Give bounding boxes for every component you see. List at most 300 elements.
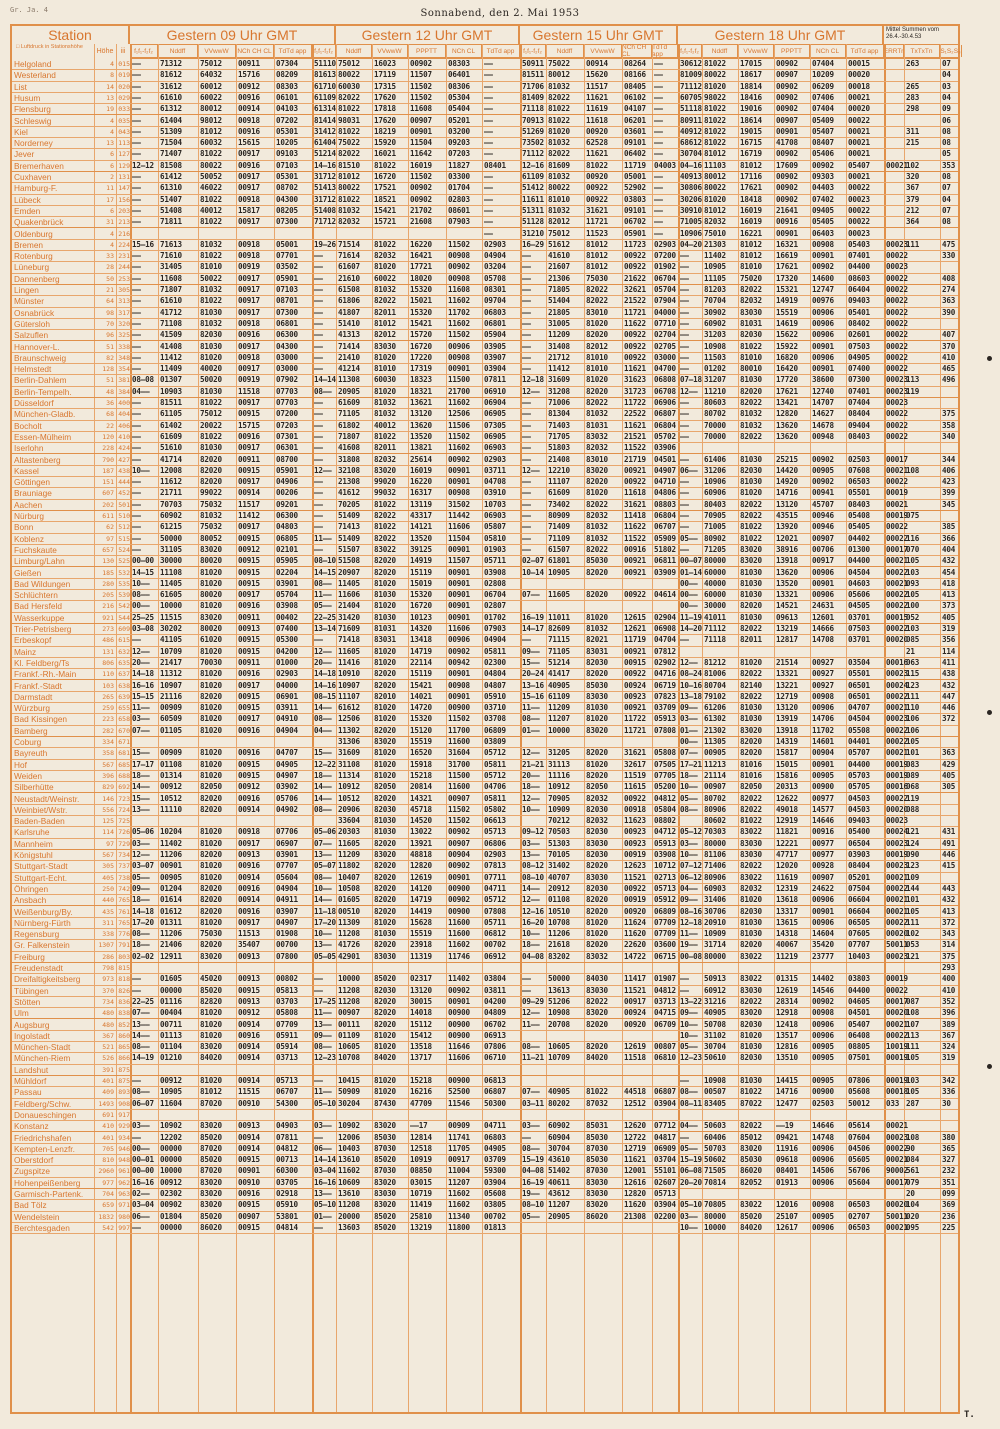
- observation-cell: 13219: [410, 1222, 432, 1232]
- observation-cell: 21308: [624, 1211, 646, 1221]
- observation-cell: 80403: [704, 499, 726, 509]
- observation-cell: 07103: [276, 160, 298, 170]
- observation-cell: 30902: [704, 307, 726, 317]
- observation-cell: ——: [314, 488, 323, 498]
- observation-cell: 81010: [740, 262, 762, 272]
- observation-cell: 033: [886, 1098, 900, 1108]
- observation-cell: 14748: [812, 1132, 834, 1142]
- station-number: 381: [118, 376, 130, 385]
- observation-cell: 85030: [740, 1155, 762, 1165]
- observation-cell: ——: [314, 1222, 323, 1232]
- observation-cell: 10209: [812, 70, 834, 80]
- station-name: Altastenberg: [14, 454, 61, 465]
- observation-cell: 18323: [410, 375, 432, 385]
- observation-cell: 15519: [410, 929, 432, 939]
- observation-cell: 12623: [624, 861, 646, 871]
- observation-cell: 12619: [410, 872, 432, 882]
- observation-cell: 03803: [624, 194, 646, 204]
- observation-cell: 30806: [680, 183, 702, 193]
- observation-cell: 06808: [654, 375, 676, 385]
- table-row: [12, 387, 958, 398]
- observation-cell: 04505: [848, 601, 870, 611]
- observation-cell: 04400: [848, 759, 870, 769]
- observation-cell: 60000: [704, 567, 726, 577]
- observation-cell: 11206: [160, 929, 182, 939]
- table-row: [12, 681, 958, 692]
- observation-cell: 82020: [374, 838, 396, 848]
- observation-cell: 71414: [338, 341, 360, 351]
- observation-cell: 81032: [200, 239, 222, 249]
- observation-cell: 21610: [338, 273, 360, 283]
- observation-cell: ——: [484, 205, 493, 215]
- observation-cell: 00018: [848, 81, 870, 91]
- observation-cell: 40707: [548, 872, 570, 882]
- observation-cell: 81020: [200, 1030, 222, 1040]
- observation-cell: 16720: [410, 341, 432, 351]
- observation-cell: 00017: [886, 454, 908, 464]
- observation-cell: 06408: [848, 1030, 870, 1040]
- observation-cell: 83031: [374, 635, 396, 645]
- station-name: Westerland: [14, 70, 56, 81]
- observation-cell: 83020: [200, 1200, 222, 1210]
- observation-cell: 82020: [200, 940, 222, 950]
- table-row: [12, 1133, 958, 1144]
- station-height: 567: [102, 851, 114, 859]
- observation-cell: 11503: [704, 352, 726, 362]
- observation-cell: 05405: [848, 522, 870, 532]
- observation-cell: 106: [906, 714, 920, 724]
- observation-cell: 81022: [200, 296, 222, 306]
- observation-cell: ——: [680, 454, 689, 464]
- observation-cell: 87022: [740, 1098, 762, 1108]
- observation-cell: 13621: [410, 398, 432, 407]
- observation-cell: 00906: [812, 1177, 834, 1187]
- observation-cell: 00706: [812, 544, 834, 554]
- table-row: [12, 1042, 958, 1053]
- observation-cell: 06404: [848, 285, 870, 294]
- station-number: 129: [118, 161, 130, 170]
- observation-cell: 09——: [680, 703, 698, 713]
- observation-cell: 46022: [200, 183, 222, 193]
- observation-cell: 366: [942, 533, 956, 543]
- observation-cell: 75012: [548, 228, 570, 238]
- observation-cell: 82020: [586, 477, 608, 487]
- observation-cell: 07301: [276, 431, 298, 441]
- observation-cell: 22114: [410, 657, 432, 667]
- observation-cell: 81020: [374, 386, 396, 396]
- observation-cell: 00021: [886, 1222, 908, 1232]
- observation-cell: 11108: [160, 567, 182, 577]
- observation-cell: 00019: [886, 1076, 908, 1085]
- observation-cell: 82012: [548, 217, 570, 227]
- observation-cell: 18418: [740, 194, 762, 204]
- observation-cell: 05501: [848, 488, 870, 498]
- observation-cell: 08——: [680, 804, 698, 814]
- observation-cell: 04706: [484, 782, 506, 792]
- observation-cell: 12–16: [522, 906, 544, 916]
- observation-cell: 00023: [886, 714, 908, 724]
- observation-cell: 01109: [338, 1030, 360, 1040]
- station-name: Wendelstein: [14, 1211, 60, 1222]
- observation-cell: 16420: [776, 364, 798, 374]
- observation-cell: 04707: [276, 748, 298, 758]
- observation-cell: 00022: [848, 183, 870, 193]
- observation-cell: 11605: [338, 646, 360, 656]
- observation-cell: 82022: [740, 398, 762, 407]
- observation-cell: 00902: [448, 985, 470, 995]
- observation-cell: ——: [314, 522, 323, 532]
- observation-cell: 00911: [238, 454, 260, 464]
- observation-cell: 21711: [160, 488, 182, 498]
- observation-cell: 08805: [848, 1042, 870, 1052]
- table-row: [12, 183, 958, 194]
- observation-cell: 00905: [704, 748, 726, 758]
- observation-cell: 81030: [374, 929, 396, 939]
- observation-cell: 11——: [314, 1008, 332, 1018]
- observation-cell: 82011: [374, 307, 396, 317]
- observation-cell: 06–08: [680, 1166, 702, 1176]
- column-subheader: NCh CH CL: [236, 45, 274, 57]
- observation-cell: ——: [132, 477, 141, 487]
- station-height: 286: [102, 952, 114, 961]
- station-number: 427: [118, 455, 130, 464]
- observation-cell: 00906: [812, 1143, 834, 1153]
- observation-cell: 80010: [740, 364, 762, 374]
- observation-cell: 30000: [160, 556, 182, 566]
- observation-cell: 14–16: [314, 160, 336, 170]
- observation-cell: 00922: [624, 251, 646, 261]
- observation-cell: 15920: [374, 138, 396, 148]
- observation-cell: 81032: [586, 522, 608, 532]
- table-row: [12, 1053, 958, 1064]
- observation-cell: 00022: [886, 330, 908, 340]
- station-name: List: [14, 81, 27, 92]
- observation-cell: 81032: [548, 138, 570, 148]
- observation-cell: 60902: [704, 318, 726, 328]
- observation-cell: 84020: [586, 1053, 608, 1063]
- observation-cell: 04904: [276, 883, 298, 893]
- station-number: 542: [118, 602, 130, 611]
- station-name: Iserlohn: [14, 443, 44, 454]
- observation-cell: 31208: [548, 386, 570, 396]
- observation-cell: 17320: [776, 273, 798, 283]
- observation-cell: 50052: [200, 172, 222, 181]
- observation-cell: 81020: [200, 578, 222, 588]
- observation-cell: ——: [132, 59, 141, 68]
- observation-cell: 81020: [200, 872, 222, 882]
- observation-cell: 14——: [314, 895, 332, 905]
- observation-cell: ——: [522, 409, 531, 419]
- observation-cell: 01300: [848, 544, 870, 554]
- station-name: Koblenz: [14, 533, 44, 544]
- station-height: 64: [106, 297, 114, 306]
- observation-cell: 82030: [740, 330, 762, 340]
- observation-cell: 83030: [740, 838, 762, 848]
- observation-cell: 108: [906, 1132, 920, 1142]
- observation-cell: 14577: [812, 804, 834, 814]
- station-name: Stuttgart-Stadt: [14, 861, 68, 872]
- observation-cell: 00917: [238, 714, 260, 724]
- observation-cell: 81510: [338, 160, 360, 170]
- observation-cell: ——: [680, 488, 689, 498]
- observation-cell: 00901: [448, 544, 470, 554]
- observation-cell: 408: [942, 273, 956, 283]
- observation-cell: 04403: [812, 183, 834, 193]
- station-name: Bad Hersfeld: [14, 601, 62, 612]
- observation-cell: 08——: [132, 1087, 150, 1097]
- observation-cell: 99020: [374, 477, 396, 487]
- station-name: Dannenberg: [14, 273, 60, 284]
- observation-cell: 12617: [776, 1222, 798, 1232]
- observation-cell: 14627: [812, 409, 834, 419]
- observation-cell: 10403: [338, 1143, 360, 1153]
- observation-cell: ——: [522, 544, 531, 554]
- station-name: Landshut: [14, 1064, 49, 1075]
- observation-cell: 82030: [586, 850, 608, 859]
- observation-cell: 00916: [776, 217, 798, 227]
- station-name: Hannover-L.: [14, 341, 60, 352]
- station-name: München-Riem: [14, 1053, 71, 1064]
- observation-cell: 16220: [410, 239, 432, 249]
- observation-cell: 06805: [276, 533, 298, 543]
- observation-cell: 82022: [586, 285, 608, 294]
- observation-cell: 01108: [160, 759, 182, 769]
- observation-cell: 14318: [776, 929, 798, 939]
- observation-cell: 81032: [200, 511, 222, 520]
- observation-cell: 81020: [374, 352, 396, 362]
- table-row: [12, 590, 958, 601]
- observation-cell: 03——: [680, 714, 698, 724]
- observation-cell: 08403: [848, 431, 870, 441]
- observation-cell: 11209: [338, 850, 360, 859]
- observation-cell: 00000: [160, 1155, 182, 1165]
- observation-cell: 119: [906, 386, 920, 396]
- observation-cell: 13520: [776, 578, 798, 588]
- observation-cell: 00022: [886, 725, 908, 735]
- observation-cell: ——: [314, 262, 323, 272]
- observation-cell: 61310: [160, 183, 182, 193]
- observation-cell: 61314: [314, 104, 336, 114]
- observation-cell: 00977: [812, 850, 834, 859]
- observation-cell: 370: [942, 341, 956, 351]
- observation-cell: 00915: [238, 556, 260, 566]
- station-height: 128: [102, 365, 114, 374]
- station-number: 338: [118, 342, 130, 351]
- observation-cell: 00902: [448, 454, 470, 464]
- observation-cell: 71006: [548, 398, 570, 407]
- observation-cell: 00907: [448, 793, 470, 803]
- observation-cell: 00906: [812, 307, 834, 317]
- observation-cell: 00902: [776, 183, 798, 193]
- station-number: 818: [118, 975, 130, 984]
- observation-cell: 358: [942, 420, 956, 430]
- observation-cell: 04716: [654, 669, 676, 679]
- observation-cell: 82030: [200, 330, 222, 340]
- observation-cell: 06901: [276, 691, 298, 701]
- observation-cell: 82820: [200, 996, 222, 1006]
- observation-cell: 00908: [812, 239, 834, 249]
- observation-cell: 10019: [886, 1042, 908, 1052]
- observation-cell: 11513: [238, 929, 260, 939]
- observation-cell: 05711: [484, 917, 506, 927]
- observation-cell: 15218: [410, 770, 432, 780]
- observation-cell: 00913: [238, 624, 260, 633]
- observation-cell: 05704: [654, 285, 676, 294]
- table-row: [12, 1008, 958, 1019]
- observation-cell: ——: [314, 273, 323, 283]
- observation-cell: 11722: [624, 398, 646, 407]
- observation-cell: 04905: [848, 352, 870, 362]
- group-09-header: Gestern 09 Uhr GMT: [130, 26, 336, 44]
- observation-cell: 83030: [586, 691, 608, 701]
- station-number: 637: [118, 670, 130, 679]
- observation-cell: 61109: [548, 691, 570, 701]
- observation-cell: 50708: [704, 1019, 726, 1029]
- observation-cell: 82022: [374, 533, 396, 543]
- observation-cell: 61612: [338, 703, 360, 713]
- observation-cell: 00917: [238, 398, 260, 407]
- observation-cell: 61801: [548, 556, 570, 566]
- observation-cell: 73502: [522, 138, 544, 148]
- observation-cell: 00906: [812, 567, 834, 577]
- observation-cell: 82020: [374, 940, 396, 950]
- station-height: 401: [102, 1077, 114, 1085]
- observation-cell: 10——: [132, 578, 150, 588]
- observation-cell: 03——: [522, 1121, 540, 1131]
- observation-cell: 55101: [654, 1166, 676, 1176]
- observation-cell: 81012: [374, 318, 396, 328]
- observation-cell: 06504: [848, 838, 870, 848]
- observation-cell: 04708: [484, 477, 506, 487]
- observation-cell: ——: [484, 228, 493, 238]
- station-name: Bayreuth: [14, 748, 48, 759]
- observation-cell: 314: [942, 940, 956, 950]
- station-number: 313: [118, 297, 130, 306]
- observation-cell: ——: [132, 420, 141, 430]
- observation-cell: ——: [654, 115, 663, 125]
- observation-cell: 31102: [704, 1030, 726, 1040]
- observation-cell: 20–20: [680, 1177, 702, 1187]
- observation-cell: 83020: [740, 1143, 762, 1153]
- observation-cell: ——: [132, 296, 141, 306]
- observation-cell: 03902: [276, 782, 298, 792]
- observation-cell: 356: [942, 635, 956, 645]
- observation-cell: 06–12: [680, 872, 702, 882]
- observation-cell: 111: [906, 691, 920, 701]
- observation-cell: 82030: [586, 883, 608, 893]
- observation-cell: 00904: [812, 748, 834, 758]
- observation-cell: 14–14: [314, 375, 336, 385]
- observation-cell: 14–15: [132, 567, 154, 577]
- observation-cell: 00915: [238, 567, 260, 577]
- observation-cell: 06505: [848, 917, 870, 927]
- observation-cell: 116: [906, 533, 920, 543]
- observation-cell: 04503: [848, 793, 870, 803]
- observation-cell: 35407: [238, 940, 260, 950]
- observation-cell: 11615: [624, 782, 646, 792]
- observation-cell: 08209: [276, 70, 298, 80]
- column-subheader: f₁f₁-f₂f₂: [130, 45, 158, 57]
- observation-cell: 15320: [410, 714, 432, 724]
- observation-cell: 61507: [548, 544, 570, 554]
- observation-cell: 10902: [338, 1121, 360, 1131]
- station-height: 131: [102, 647, 114, 656]
- observation-cell: 01314: [160, 770, 182, 780]
- table-row: [12, 217, 958, 228]
- station-name: Salzuflen: [14, 330, 49, 341]
- station-number: 815: [118, 964, 130, 972]
- observation-cell: 00910: [238, 1098, 260, 1108]
- observation-cell: 83020: [200, 1121, 222, 1131]
- observation-cell: 06613: [484, 816, 506, 826]
- observation-cell: 61109: [314, 92, 336, 102]
- observation-cell: 83405: [704, 1098, 726, 1108]
- observation-cell: 13418: [410, 635, 432, 645]
- station-height: 97: [106, 839, 114, 848]
- observation-cell: 09——: [314, 1030, 332, 1040]
- observation-cell: 06719: [654, 680, 676, 690]
- observation-cell: 00912: [238, 81, 260, 91]
- observation-cell: 00915: [238, 646, 260, 656]
- station-height: 96: [106, 331, 114, 340]
- observation-cell: 14521: [776, 601, 798, 611]
- observation-cell: 30206: [680, 194, 702, 204]
- observation-cell: 10906: [680, 228, 702, 238]
- observation-cell: 90002: [886, 1166, 908, 1176]
- observation-cell: 17319: [410, 364, 432, 374]
- observation-cell: 11207: [548, 1200, 570, 1210]
- observation-cell: 00023: [886, 861, 908, 871]
- observation-cell: 81020: [704, 194, 726, 204]
- observation-cell: 71613: [160, 239, 182, 249]
- table-row: [12, 59, 958, 70]
- observation-cell: 06710: [484, 1053, 506, 1063]
- observation-cell: 413: [942, 590, 956, 600]
- observation-cell: 08——: [314, 804, 332, 814]
- observation-cell: 367: [906, 183, 920, 193]
- station-number: 826: [118, 986, 130, 995]
- observation-cell: 09404: [848, 420, 870, 430]
- observation-cell: 00907: [704, 782, 726, 792]
- observation-cell: 07504: [848, 883, 870, 893]
- observation-cell: 21–21: [522, 759, 544, 769]
- table-row: [12, 104, 958, 115]
- table-row: [12, 127, 958, 138]
- observation-cell: 06810: [654, 1053, 676, 1063]
- station-height: 705: [102, 1144, 114, 1153]
- observation-cell: 00915: [238, 533, 260, 543]
- station-height: 526: [102, 1054, 114, 1063]
- observation-cell: ——: [314, 352, 323, 362]
- observation-cell: 20708: [548, 1019, 570, 1029]
- station-height: 185: [102, 568, 114, 577]
- station-height: 391: [102, 1065, 114, 1074]
- observation-cell: 00902: [812, 454, 834, 464]
- observation-cell: 81020: [200, 1076, 222, 1085]
- observation-cell: 00700: [276, 940, 298, 950]
- punch-hole: [987, 1064, 992, 1069]
- observation-cell: 81031: [740, 318, 762, 328]
- observation-cell: 083: [906, 759, 920, 769]
- observation-cell: 06715: [654, 951, 676, 961]
- observation-cell: 06905: [484, 409, 506, 419]
- observation-cell: 08——: [314, 578, 332, 588]
- observation-cell: 00901: [812, 364, 834, 374]
- observation-cell: 05901: [276, 465, 298, 475]
- observation-cell: ——: [314, 341, 323, 351]
- table-row: [12, 308, 958, 319]
- table-row: [12, 1200, 958, 1211]
